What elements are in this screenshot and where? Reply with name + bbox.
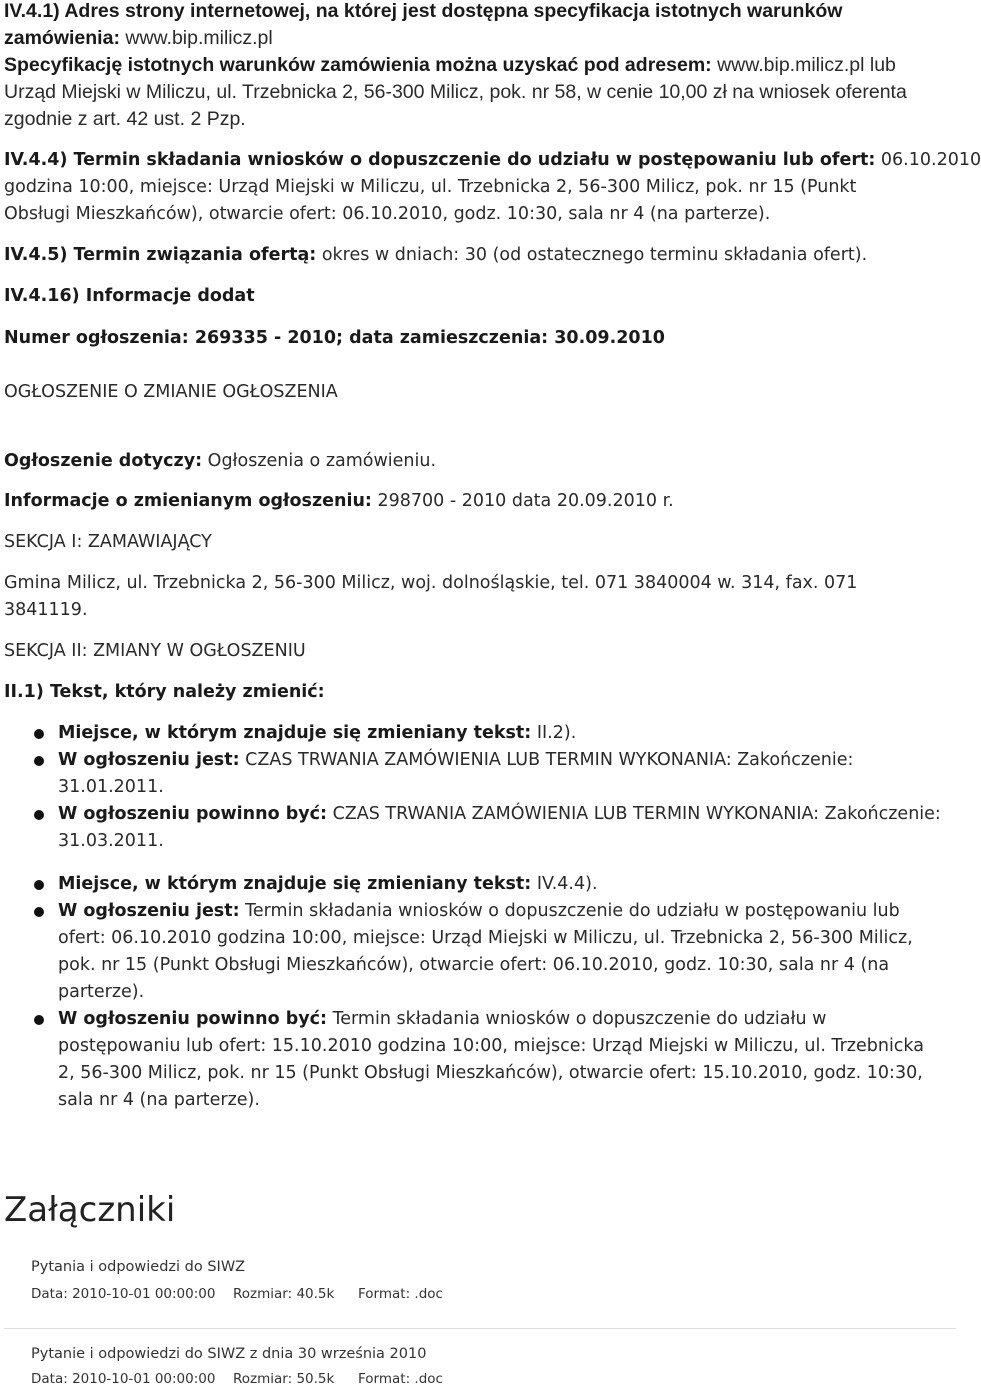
- section-iv416: IV.4.16) Informacje dodat: [4, 286, 255, 306]
- change-b-location: Miejsce, w którym znajduje się zmieniany tekst: IV.4.4).: [58, 874, 598, 894]
- change-a-location: Miejsce, w którym znajduje się zmieniany tekst: II.2).: [58, 723, 577, 743]
- section-1-title: SEKCJA I: ZAMAWIAJĄCY: [4, 532, 212, 552]
- bullet-icon: [34, 907, 44, 917]
- section-iv41-line-1: IV.4.1) Adres strony internetowej, na której jest dostępna specyfikacja istotnych warunków: [4, 0, 843, 22]
- change-b-current-cont-3: parterze).: [58, 982, 145, 1002]
- text-to-change-heading: II.1) Tekst, który należy zmienić:: [4, 682, 325, 702]
- contracting-authority-line-2: 3841119.: [4, 600, 88, 620]
- change-a-current: W ogłoszeniu jest: CZAS TRWANIA ZAMÓWIENIA LUB TERMIN WYKONANIA: Zakończenie:: [58, 750, 854, 770]
- attachments-heading: Załączniki: [4, 1190, 176, 1230]
- change-a-new: W ogłoszeniu powinno być: CZAS TRWANIA ZAMÓWIENIA LUB TERMIN WYKONANIA: Zakończenie:: [58, 804, 941, 824]
- bullet-icon: [34, 880, 44, 890]
- section-iv41-line-2: zamówienia: www.bip.milicz.pl: [4, 27, 273, 49]
- divider: [4, 1328, 956, 1329]
- section-iv44-line-1: IV.4.4) Termin składania wniosków o dopuszczenie do udziału w postępowaniu lub ofert: 06.10.2010: [4, 150, 981, 170]
- attachment-size: Rozmiar: 40.5k: [233, 1286, 335, 1302]
- attachment-format: Format: .doc: [358, 1371, 443, 1387]
- announcement-number: Numer ogłoszenia: 269335 - 2010; data zamieszczenia: 30.09.2010: [4, 328, 665, 348]
- section-iv44-line-2: godzina 10:00, miejsce: Urząd Miejski w Miliczu, ul. Trzebnicka 2, 56-300 Milicz, pok. nr 15 (Punkt: [4, 177, 857, 197]
- section-iv41-line-3: Specyfikację istotnych warunków zamówienia można uzyskać pod adresem: www.bip.milicz.pl lub: [4, 54, 896, 76]
- change-b-current-cont-2: pok. nr 15 (Punkt Obsługi Mieszkańców), otwarcie ofert: 06.10.2010, godz. 10:30, sala nr 4 (na: [58, 955, 890, 975]
- section-2-title: SEKCJA II: ZMIANY W OGŁOSZENIU: [4, 641, 306, 661]
- attachment-format: Format: .doc: [358, 1286, 443, 1302]
- attachment-size: Rozmiar: 50.5k: [233, 1371, 335, 1387]
- section-iv41-line-4: Urząd Miejski w Miliczu, ul. Trzebnicka 2, 56-300 Milicz, pok. nr 58, w cenie 10,00 zł na wniosek oferenta: [4, 81, 907, 103]
- attachment-meta: [31, 1371, 443, 1387]
- change-b-new-cont-2: 2, 56-300 Milicz, pok. nr 15 (Punkt Obsługi Mieszkańców), otwarcie ofert: 15.10.2010, godz. 10:30,: [58, 1063, 923, 1083]
- change-b-current-cont-1: ofert: 06.10.2010 godzina 10:00, miejsce: Urząd Miejski w Miliczu, ul. Trzebnicka 2, 56-300 Milicz,: [58, 928, 913, 948]
- change-a-current-cont: 31.01.2011.: [58, 777, 164, 797]
- change-b-new-cont-3: sala nr 4 (na parterze).: [58, 1090, 260, 1110]
- attachment-link[interactable]: Pytania i odpowiedzi do SIWZ: [31, 1259, 246, 1275]
- spec-url: www.bip.milicz.pl: [119, 27, 273, 49]
- attachment-meta: [31, 1286, 443, 1302]
- attachment-link[interactable]: Pytanie i odpowiedzi do SIWZ z dnia 30 września 2010: [31, 1346, 427, 1362]
- change-b-new-cont-1: postępowaniu lub ofert: 15.10.2010 godzina 10:00, miejsce: Urząd Miejski w Miliczu, ul. Trzebnicka: [58, 1036, 924, 1056]
- changed-notice-info: Informacje o zmienianym ogłoszeniu: 298700 - 2010 data 20.09.2010 r.: [4, 491, 674, 511]
- contracting-authority-line-1: Gmina Milicz, ul. Trzebnicka 2, 56-300 Milicz, woj. dolnośląskie, tel. 071 3840004 w. 314, fax. 071: [4, 573, 858, 593]
- bullet-icon: [34, 1015, 44, 1025]
- change-b-new: W ogłoszeniu powinno być: Termin składania wniosków o dopuszczenie do udziału w: [58, 1009, 827, 1029]
- notice-concerns: Ogłoszenie dotyczy: Ogłoszenia o zamówieniu.: [4, 451, 437, 471]
- change-b-current: W ogłoszeniu jest: Termin składania wniosków o dopuszczenie do udziału w postępowaniu lub: [58, 901, 900, 921]
- bullet-icon: [34, 729, 44, 739]
- bullet-icon: [34, 756, 44, 766]
- section-iv41-line-5: zgodnie z art. 42 ust. 2 Pzp.: [4, 108, 246, 130]
- attachment-date: Data: 2010-10-01 00:00:00: [31, 1286, 216, 1302]
- bullet-icon: [34, 810, 44, 820]
- change-a-new-cont: 31.03.2011.: [58, 831, 164, 851]
- section-iv45: IV.4.5) Termin związania ofertą: okres w dniach: 30 (od ostatecznego terminu składania ofert).: [4, 245, 868, 265]
- attachment-date: Data: 2010-10-01 00:00:00: [31, 1371, 216, 1387]
- section-iv44-line-3: Obsługi Mieszkańców), otwarcie ofert: 06.10.2010, godz. 10:30, sala nr 4 (na parterze).: [4, 204, 771, 224]
- change-notice-title: OGŁOSZENIE O ZMIANIE OGŁOSZENIA: [4, 382, 338, 402]
